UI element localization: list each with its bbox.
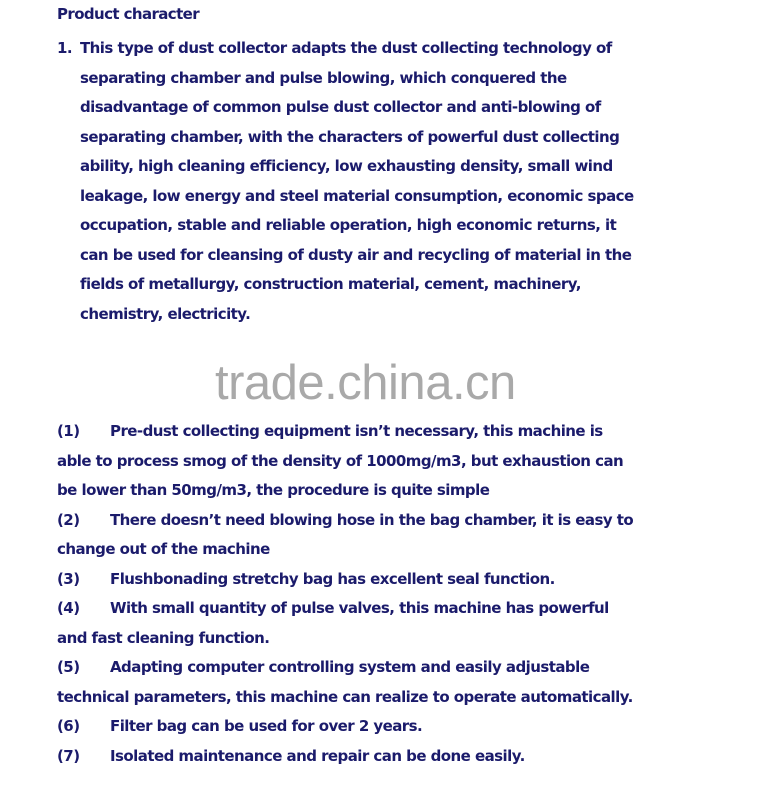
feature-continuation: able to process smog of the density of 1000mg/m3, but exhaustion can — [57, 451, 624, 470]
feature-text: With small quantity of pulse valves, this machine has powerful — [110, 599, 609, 617]
feature-number: (2) — [57, 510, 80, 529]
feature-item-1 — [57, 417, 717, 447]
heading: Product character — [57, 5, 200, 23]
feature-text: Flushbonading stretchy bag has excellent seal function. — [110, 569, 555, 588]
feature-item-2 — [57, 506, 717, 536]
feature-number: (4) — [57, 599, 80, 617]
intro-paragraph — [57, 34, 697, 329]
intro-line: occupation, stable and reliable operation, high economic returns, it — [80, 216, 617, 234]
feature-text: Filter bag can be used for over 2 years. — [110, 717, 423, 735]
feature-number: (7) — [57, 746, 80, 765]
feature-continuation: technical parameters, this machine can realize to operate automatically. — [57, 687, 633, 706]
intro-body — [57, 34, 697, 329]
feature-continuation: be lower than 50mg/m3, the procedure is quite simple — [57, 481, 490, 499]
feature-text: There doesn’t need blowing hose in the bag chamber, it is easy to — [110, 510, 634, 529]
intro-line: leakage, low energy and steel material consumption, economic space — [80, 186, 634, 205]
intro-line: ability, high cleaning efficiency, low exhausting density, small wind — [80, 157, 613, 175]
feature-item-4 — [57, 594, 717, 624]
intro-line: fields of metallurgy, construction material, cement, machinery, — [80, 275, 581, 293]
feature-item-6 — [57, 712, 717, 742]
intro-line: separating chamber and pulse blowing, which conquered the — [80, 68, 567, 87]
feature-item-5 — [57, 653, 717, 683]
feature-text: Adapting computer controlling system and easily adjustable — [110, 658, 590, 676]
intro-line: This type of dust collector adapts the dust collecting technology of — [80, 39, 612, 57]
feature-continuation: and fast cleaning function. — [57, 628, 270, 647]
intro-line: separating chamber, with the characters of powerful dust collecting — [80, 127, 620, 146]
feature-number: (1) — [57, 422, 80, 440]
feature-item-3 — [57, 565, 717, 595]
intro-line: chemistry, electricity. — [80, 304, 251, 323]
features-list — [57, 417, 717, 771]
feature-item-7 — [57, 742, 717, 772]
feature-text: Isolated maintenance and repair can be done easily. — [110, 746, 525, 765]
feature-continuation: change out of the machine — [57, 540, 270, 558]
feature-text: Pre-dust collecting equipment isn’t necessary, this machine is — [110, 422, 603, 440]
watermark: trade.china.cn — [215, 356, 516, 410]
feature-number: (5) — [57, 658, 80, 676]
feature-number: (3) — [57, 569, 80, 588]
intro-line: disadvantage of common pulse dust collector and anti-blowing of — [80, 98, 601, 116]
feature-number: (6) — [57, 717, 80, 735]
intro-line: can be used for cleansing of dusty air and recycling of material in the — [80, 245, 632, 264]
intro-number: 1. — [57, 39, 73, 57]
